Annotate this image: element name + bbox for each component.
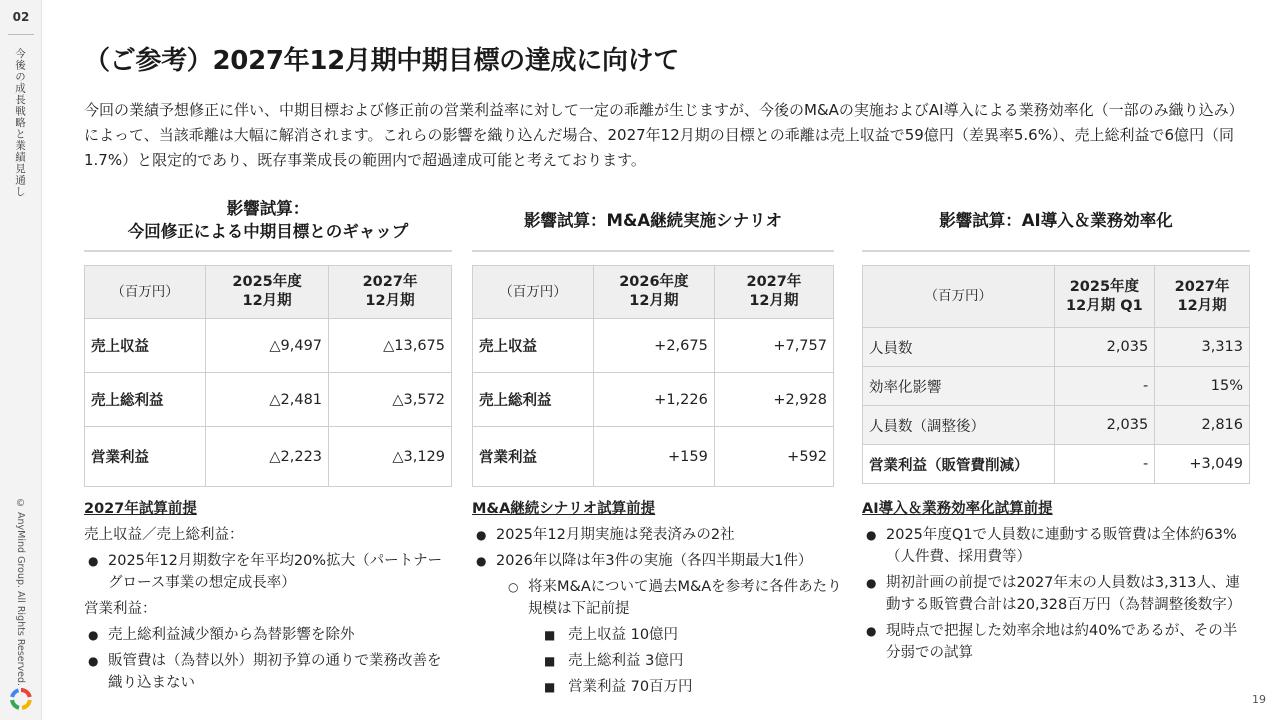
square-bullet-icon: ■ [544,628,556,642]
bullet-icon: ● [88,554,99,568]
cell-value: 3,313 [1155,328,1250,367]
list-item: ● 売上総利益減少額から為替影響を除外 [84,624,454,646]
bullet-icon: ● [866,576,877,590]
gap-impact-table [84,265,452,487]
column-header: 2027年 12月期 [329,266,452,319]
list-item: ● 2025年度Q1で人員数に連動する販管費は全体約63%（人件費、採用費等） [862,524,1247,568]
cell-value: - [1054,367,1155,406]
ai-efficiency-title: 影響試算：AI導入＆業務効率化 [862,190,1250,252]
unit-header: （百万円） [85,266,206,319]
table-row [863,406,1250,445]
row-label: 売上総利益 [473,373,594,427]
list-item: ● 期初計画の前提では2027年末の人員数は3,313人、連動する販管費合計は20,328百万円（為替調整後数字） [862,572,1247,616]
cell-value: +159 [593,427,714,487]
unit-header: （百万円） [863,266,1055,328]
row-label: 営業利益（販管費削減） [863,445,1055,484]
list-item: ■ 営業利益 70百万円 [472,676,847,698]
assumption-subheading: 売上収益／売上総利益： [84,527,244,543]
assumption-list [84,550,454,594]
ai-assumptions [862,498,1247,668]
table-row [85,319,452,373]
cell-value: △2,481 [206,373,329,427]
bullet-icon: ● [476,554,487,568]
column-header: 2026年度 12月期 [593,266,714,319]
table-header-row [863,266,1250,328]
cell-value: +7,757 [714,319,833,373]
copyright: © AnyMind Group. All Rights Reserved. [15,498,26,687]
list-item: ● 現時点で把握した効率余地は約40%であるが、その半分弱での試算 [862,620,1247,664]
table-header-row [85,266,452,319]
table-row [85,427,452,487]
assumption-list [84,624,454,694]
square-bullet-icon: ■ [544,680,556,694]
bullet-icon: ● [88,654,99,668]
table-row [863,367,1250,406]
table-row [863,445,1250,484]
table-row [473,319,834,373]
bullet-icon: ● [476,528,487,542]
list-item: ○ 将来M&Aについて過去M&Aを参考に各件あたり規模は下記前提 [472,576,847,620]
square-bullet-icon: ■ [544,654,556,668]
assumption-list [862,524,1247,664]
row-label: 人員数 [863,328,1055,367]
cell-value: △3,129 [329,427,452,487]
gap-impact-title-line1: 影響試算： [226,199,310,218]
row-label: 効率化影響 [863,367,1055,406]
assumption-list [472,524,847,698]
unit-header: （百万円） [473,266,594,319]
row-label: 売上収益 [85,319,206,373]
sidebar-divider [8,34,34,35]
cell-value: +2,928 [714,373,833,427]
cell-value: 2,816 [1155,406,1250,445]
assumption-subheading: 営業利益： [84,601,157,617]
bullet-icon: ● [866,528,877,542]
ma-assumptions [472,498,847,702]
table-row [473,427,834,487]
table-header-row [473,266,834,319]
cell-value: 2,035 [1054,328,1155,367]
cell-value: 2,035 [1054,406,1155,445]
ma-scenario-panel [472,190,834,487]
ma-assumptions-heading: M&A継続シナリオ試算前提 [472,501,656,517]
gap-impact-title [84,190,452,252]
ma-scenario-title: 影響試算：M&A継続実施シナリオ [472,190,834,252]
ma-scenario-table [472,265,834,487]
bullet-icon: ● [866,624,877,638]
bullet-icon: ● [88,628,99,642]
list-item: ■ 売上収益 10億円 [472,624,847,646]
section-number: 02 [12,10,30,24]
gap-impact-title-line2: 今回修正による中期目標とのギャップ [127,222,409,241]
gap-assumptions-heading: 2027年試算前提 [84,501,197,517]
list-item: ● 2025年12月期数字を年平均20%拡大（パートナーグロース事業の想定成長率） [84,550,454,594]
table-row [85,373,452,427]
cell-value: +3,049 [1155,445,1250,484]
cell-value: 15% [1155,367,1250,406]
anymind-logo-icon [10,688,32,710]
cell-value: △13,675 [329,319,452,373]
page-title: （ご参考）2027年12月期中期目標の達成に向けて [84,46,680,76]
sidebar [0,0,42,720]
cell-value: - [1054,445,1155,484]
ai-efficiency-panel [862,190,1250,484]
cell-value: △3,572 [329,373,452,427]
gap-assumptions [84,498,454,698]
cell-value: +592 [714,427,833,487]
table-row [473,373,834,427]
column-header: 2027年 12月期 [714,266,833,319]
hollow-bullet-icon: ○ [508,580,519,594]
cell-value: △9,497 [206,319,329,373]
cell-value: +1,226 [593,373,714,427]
column-header: 2025年度 12月期 Q1 [1054,266,1155,328]
row-label: 人員数（調整後） [863,406,1055,445]
row-label: 売上収益 [473,319,594,373]
gap-impact-panel [84,190,452,487]
column-header: 2027年 12月期 [1155,266,1250,328]
column-header: 2025年度 12月期 [206,266,329,319]
table-row [863,328,1250,367]
ai-assumptions-heading: AI導入＆業務効率化試算前提 [862,501,1053,517]
row-label: 営業利益 [85,427,206,487]
page-number: 19 [1252,693,1266,706]
list-item: ● 2026年以降は年3件の実施（各四半期最大1件） [472,550,847,572]
cell-value: +2,675 [593,319,714,373]
list-item: ■ 売上総利益 3億円 [472,650,847,672]
row-label: 売上総利益 [85,373,206,427]
list-item: ● 2025年12月期実施は発表済みの2社 [472,524,847,546]
cell-value: △2,223 [206,427,329,487]
list-item: ● 販管費は（為替以外）期初予算の通りで業務改善を織り込まない [84,650,454,694]
ai-efficiency-table [862,265,1250,484]
section-title: 今後の成長戦略と業績見通し [14,48,26,198]
intro-paragraph: 今回の業績予想修正に伴い、中期目標および修正前の営業利益率に対して一定の乖離が生じますが、今後のM&Aの実施およびAI導入による業務効率化（一部のみ織り込み）によって、当該乖離は大幅に解消されます。これらの影響を織り込んだ場合、2027年12月期の目標との乖離は売上収益で59億円（差異率5.6%）、売上総利益で6億円（同1.7%）と限定的であり、既存事業成長の範囲内で超過達成可能と考えております。 [84,101,1244,169]
row-label: 営業利益 [473,427,594,487]
